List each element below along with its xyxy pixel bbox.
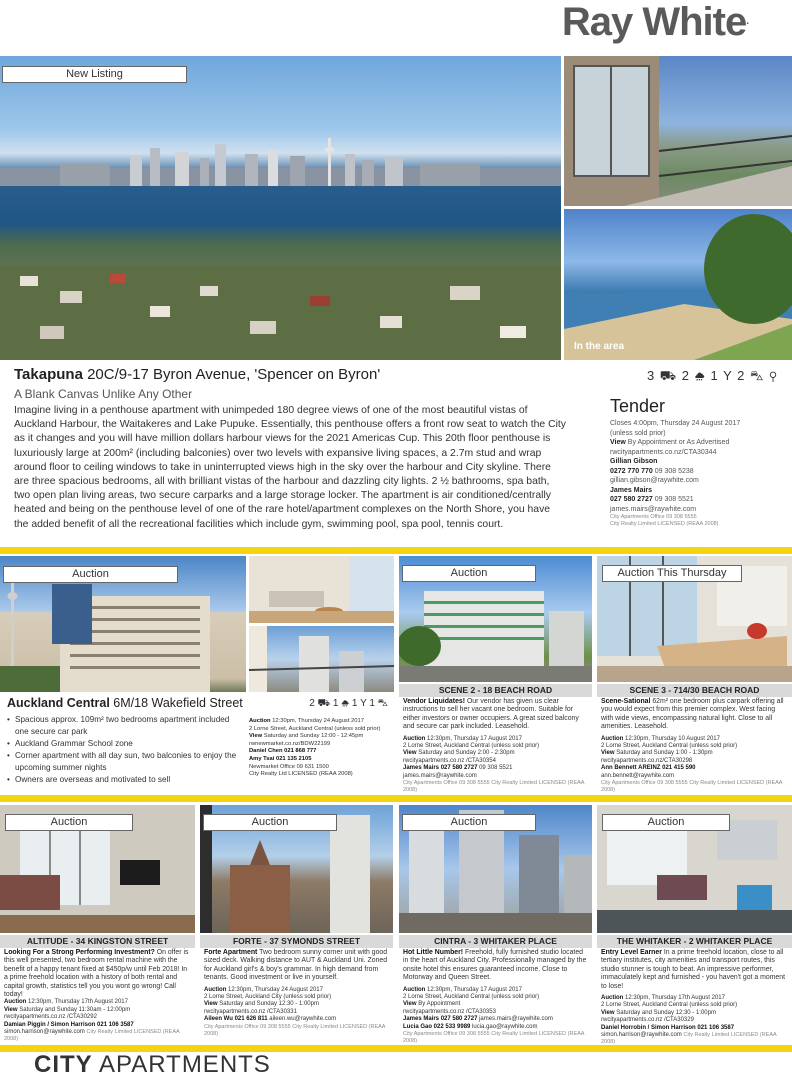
office-line: City Realty Limited LICENSED (REAA 2008) [4,1029,180,1043]
listing-url[interactable]: rwcityapartments.co.nz /CTA30354 [403,757,496,764]
new-listing-tag: New Listing [2,66,187,83]
agent-2-mobile: 027 580 2727 [610,496,653,503]
divider-yellow-2 [0,795,792,802]
scene-3-tag: Auction This Thursday [602,565,742,582]
auction-info [403,987,589,1045]
description [601,949,789,991]
brand-logo [562,0,748,44]
agent-email-and-office [4,1029,192,1044]
card-altitude [0,805,195,1045]
agent-email[interactable]: lucia.gao@raywhite.com [470,1023,538,1030]
auckland-central-photo-3 [249,626,394,692]
forte-details [204,949,390,1038]
agent-line [601,1025,789,1032]
agent-line [403,765,589,772]
agent-phone: 021 626 811 [232,1016,268,1023]
agent-2-email[interactable]: james.mairs@raywhite.com [610,505,697,513]
agent-phone: 021 415 590 [660,765,696,772]
scene-3-details [601,698,789,792]
bullet-item: • Spacious approx. 109m² two bedrooms apartment included one secure car park [7,714,245,738]
living-room-illustration [249,556,394,623]
description [4,949,192,999]
view-time: Saturday and Sunday 12:30 - 1:00pm [217,1001,319,1008]
auction-label: Auction [249,718,271,724]
agent-1-name [610,457,785,467]
agent-1-email[interactable]: gillian.gibson@raywhite.com [610,477,699,484]
agent-2-phones [610,495,785,505]
lead-text: Vendor Liquidates! [403,698,466,705]
scene-2-details [403,698,589,792]
auction-time: 12:30pm, Thursday 17th August 2017 [623,995,725,1002]
agent-1-phones [610,467,785,477]
listing-url[interactable]: rwcityapartments.co.nz /CTA30353 [403,1008,496,1015]
auction-place: 2 Lorne Street, Auckland Central (unless sold prior) [403,994,540,1001]
description [403,698,589,732]
agent-email[interactable]: james.mairs@raywhite.com [477,1016,553,1023]
balcony-city-illustration [249,626,394,692]
forte-tag: Auction [203,814,337,831]
agent-line [403,1016,589,1023]
the-whitaker-details [601,949,789,1045]
licensed-line: City Realty Limited LICENSED (REAA 2008) [610,521,719,527]
sale-method: Tender [610,396,666,416]
agent-email-and-office [601,1032,789,1045]
auction-line: Auction 12:30pm, Thursday 17 August 2017 [403,735,522,742]
view-line: View Saturday and Sunday 2:00 - 2:30pm [403,750,515,757]
agent-line [204,1016,390,1023]
agent-2-office-phone: 09 308 5521 [652,496,694,503]
agent-phone: 022 533 9989 [432,1023,471,1030]
view-label: View [249,733,263,740]
listing-subtitle: A Blank Canvas Unlike Any Other [14,387,193,401]
body-text: Freehold, fully furnished studio located in the heart of Auckland City. Professionally managed by the onsite hotel this ensures guaranteed income. Close to Motorway and Queen Street. [403,949,587,982]
view-time: Saturday and Sunday 12:00 - 12:45pm [262,733,364,740]
office-line: City Apartments Office 09 308 5555 City Realty Limited LICENSED (REAA 2008) [403,1031,585,1045]
agent-name: Daniel Horrobin / Simon Harrison [601,1024,696,1031]
brand-dot: . [746,16,748,27]
auction-time: 12:30pm, Thursday 10 August 2017 [623,735,720,742]
tender-closes: Closes 4:00pm, Thursday 24 August 2017 [610,420,741,427]
auckland-central-auction-tag: Auction [3,566,178,583]
altitude-caption: ALTITUDE - 34 KINGSTON STREET [0,935,195,948]
auction-line: Auction 12:30pm, Thursday 17 August 2017 [403,986,522,993]
listing-address: 20C/9-17 Byron Avenue, 'Spencer on Byron' [82,366,381,383]
scene-2-tag: Auction [402,565,536,582]
card-auckland-central [0,556,394,792]
agent-name: Ann Bennett AREINZ [601,765,661,772]
body-text: On offer is this well presented, two bedroom rental machine with the benefit of a happy tenant fixed at $450p/w until Feb 2018! In a prime freehold location with a history of both rental and capital growth, statistics tell you you wont go wrong! Call today! [4,949,189,999]
auction-info [4,999,192,1043]
office-line: City Apartments Office 09 308 5555 [610,514,697,520]
section-title-rest: APARTMENTS [92,1051,271,1078]
description [403,949,589,983]
listing-url[interactable]: rwcityapartments.co.nz/CTA30298 [601,757,693,764]
auction-line: Auction 12:30pm, Thursday 17th August 2017 [4,999,128,1006]
agent-2-name [610,486,785,496]
auction-time: 12:30pm, Thursday 24 August 2017 [270,718,364,724]
auction-time: 12:30pm, Thursday 17 August 2017 [425,986,522,993]
view-time: Saturday and Sunday 2:00 - 2:30pm [416,750,515,757]
agent-line [249,748,391,756]
card-the-whitaker [597,805,792,1045]
view-time: Saturday and Sunday 1:00 - 1:30pm [614,750,713,757]
agent-name: Lucia Gao [403,1023,433,1030]
the-whitaker-caption: THE WHITAKER - 2 WHITAKER PLACE [597,935,792,948]
agent-phone: 021 135 2105 [275,755,312,762]
divider-yellow-1 [0,547,792,554]
auckland-central-photo-2 [249,556,394,623]
view-label: View [610,439,626,446]
agent-1-name-text: Gillian Gibson [610,458,658,465]
cintra-caption: CINTRA - 3 WHITAKER PLACE [399,935,592,948]
agent-phone: 021 868 777 [284,748,317,755]
auckland-central-suburb: Auckland Central [7,696,110,710]
listing-description: Imagine living in a penthouse apartment with unimpeded 180 degree views of one of the most beautiful vistas of Auckland Harbour, the Waitakeres and Lake Pupuke. Essentially, this penthouse offers a front row seat to watch the City as it changes and you will have million dollars harbour views for the 2021 Americas Cup. This 20th floor penthouse is luxuriously large at 200m² (including balconies) over two levels with expansive living spaces, a 2.7m stud and wrap around floor to ceiling windows to take in uninterrupted views high in the sky over the harbour and City skyline. There are three spacious bedrooms, all with brilliant vistas of the harbour and dazzling city lights. 2 ½ bathrooms, spa bath, two open plan living areas, two secure carparks and a large storage locker. The apartment is air conditioned/centrally heated and being on the penthouse level of one of the rare hotel/apartment complexes on the North Shore, you have the added benefit of all the recreational facilities which include gym, swimming pool, spa pool, tennis court. [14,405,566,530]
auckland-central-details [249,718,391,779]
agent-1-office-phone: 09 308 5238 [652,467,694,475]
auction-time: 12:30pm, Thursday 17th August 2017 [26,999,128,1006]
office-line: City Apartments Office 09 308 5555 City Realty Limited LICENSED (REAA 2008) [204,1023,386,1037]
lead-text: Looking For a Strong Performing Investment? [4,949,155,956]
card-scene-3 [597,556,792,792]
altitude-details [4,949,192,1044]
agent-line [4,1022,192,1029]
listing-features: 3 ⛟ 2 ⛆ 1 Y 2 ⛍ ⚲ [646,368,778,383]
view-time: Saturday and Sunday 12:30 - 1:00pm [614,1009,716,1016]
cintra-tag: Auction [402,814,536,831]
view-line: View By Appointment [403,1001,461,1008]
agent-name: James Mairs [403,765,440,772]
agent-phone: 027 580 2727 [439,765,478,772]
listing-suburb: Takapuna [14,366,83,383]
hero-harbour-photo [0,56,561,360]
beach-illustration [564,209,792,360]
view-time: By Appointment [416,1001,461,1008]
altitude-tag: Auction [5,814,133,831]
lead-text: Hot Little Number! [403,949,464,956]
auction-info [403,736,589,792]
description [204,949,390,983]
agent-email[interactable]: ann.bennett@raywhite.com [601,772,675,779]
auction-line: Auction 12:30pm, Thursday 24 August 2017 [204,986,323,993]
city-skyline [0,138,561,186]
auckland-central-features: 2 ⛟ 1 ⛆ 1 Y 1 ⛍ [309,698,388,709]
in-the-area-label: In the area [574,341,625,352]
beach-photo [564,209,792,360]
licensed-line: City Realty Ltd LICENSED (REAA 2008) [249,771,353,778]
agent-phone: 021 106 3587 [95,1021,134,1028]
agent-line [403,1024,589,1031]
lead-text: Entry Level Earner [601,949,662,956]
card-cintra [399,805,592,1045]
auction-time: 12:30pm, Thursday 17 August 2017 [425,735,522,742]
body-text: Two bedroom sunny corner unit with good sized deck. Walking distance to AUT & Auckland Uni. Zoned for Auckland girl's & boy's grammar. In high demand from tenants. Good investment or live in yourself. [204,949,388,982]
agent-line [601,765,789,772]
listing-url[interactable]: rwnewmarket.co.nz/BDW22199 [249,740,331,747]
bullet-item: • Auckland Grammar School zone [7,738,245,750]
agent-line [249,756,391,764]
view-time: Saturday and Sunday 11:30am - 12:00pm [17,1006,131,1013]
tender-closes-note: (unless sold prior) [610,429,666,437]
the-whitaker-tag: Auction [602,814,730,831]
cintra-details [403,949,589,1045]
section-title-bold: CITY [34,1051,93,1078]
bullet-item: • Corner apartment with all day sun, two balconies to enjoy the upcoming summer nights [7,750,245,774]
view-text: By Appointment or As Advertised [625,439,730,446]
agent-name: Daniel Chen [249,748,283,755]
auction-line [249,718,391,726]
auction-line: Auction 12:30pm, Thursday 10 August 2017 [601,735,720,742]
section-title [34,1051,271,1079]
view-line [249,733,391,741]
forte-caption: FORTE - 37 SYMONDS STREET [200,935,393,948]
listing-url[interactable]: rwcityapartments.co.nz /CTA30329 [601,1017,694,1024]
auckland-central-title [7,696,243,710]
scene-2-caption: SCENE 2 - 18 BEACH ROAD [399,684,592,697]
auction-place: 2 Lorne Street, Auckland Central (unless sold prior) [403,743,540,750]
listing-title [14,366,380,383]
view-line: View Saturday and Sunday 1:00 - 1:30pm [601,750,713,757]
auction-place: 2 Lorne Street, Auckland Central (unless sold prior) [601,1002,738,1009]
office-line: Newmarket Office 09 631 1500 [249,763,329,770]
suburb-houses [0,266,561,360]
tender-details [610,396,785,528]
lead-text: Scene-Sational [601,698,651,705]
listing-url[interactable]: rwcityapartments.co.nz /CTA30292 [4,1014,97,1021]
agent-2-name-text: James Mairs [610,486,653,494]
auction-info [204,987,390,1038]
body-text: 62m² one bedroom plus carpark offering all you would expect from this premier complex. West facing with wide views, encompassing natural light. Close to all amenities. Leasehold. [601,698,784,731]
agent-name: Damian Piggin / Simon Harrison [4,1021,96,1028]
body-text: Our vendor has given us clear instructions to sell her vacant one bedroom. Suitable for either investors or owner occupiers. A great sized balcony and secure car park included. Leasehold. [403,698,579,731]
auction-line: Auction 12:30pm, Thursday 17th August 2017 [601,995,725,1002]
auction-place: 2 Lorne Street, Auckland Central (unless sold prior) [249,725,381,732]
view-line: View Saturday and Sunday 12:30 - 1:00pm [204,1001,319,1008]
auction-place: 2 Lorne Street, Auckland Central (unless sold prior) [601,743,738,750]
hero-photos [0,56,792,362]
agent-email[interactable]: simon.harrison@raywhite.com [4,1029,85,1036]
agent-phone: 021 106 3587 [695,1024,735,1031]
office-line: City Realty Limited LICENSED (REAA 2008) [601,1032,777,1045]
view-line: View Saturday and Sunday 12:30 - 1:00pm [601,1009,716,1016]
auckland-central-bullets [7,714,245,786]
viewing-info [610,438,785,448]
scene-3-caption: SCENE 3 - 714/30 BEACH ROAD [597,684,792,697]
office-line: City Apartments Office 09 308 5555 City Realty Limited LICENSED (REAA 2008) [403,780,585,792]
balcony-illustration [564,56,792,206]
listing-url[interactable]: rwcityapartments.co.nz /CTA30331 [204,1008,297,1015]
body-text: In a prime freehold location, close to all tertiary institutes, city amenities and transport routes, this studio stunner is tough to beat. An impressive performer, immaculately kept and furnished - you haven't got a moment to lose! [601,949,786,990]
agent-email[interactable]: james.mairs@raywhite.com [403,772,477,779]
main-listing [0,362,792,546]
agent-extra: 09 308 5521 [477,765,513,772]
view-line: View Saturday and Sunday 11:30am - 12:00pm [4,1006,131,1013]
agent-name: Amy Tsai [249,755,275,762]
auction-info [601,995,789,1045]
listing-url[interactable]: rwcityapartments.co.nz/CTA30344 [610,448,717,456]
agent-name: Aileen Wu [204,1016,233,1023]
auction-place: 2 Lorne Street, Auckland City (unless sold prior) [204,994,332,1001]
agent-name: James Mairs [403,1016,440,1023]
office-line: City Apartments Office 09 308 5555 City Realty Limited LICENSED (REAA 2008) [601,780,783,792]
card-scene-2 [399,556,592,792]
lead-text: Forte Apartment [204,949,258,956]
agent-phone: 027 580 2727 [439,1016,478,1023]
auction-info [601,736,789,792]
agent-email[interactable]: simon.harrison@raywhite.com [601,1032,682,1039]
card-forte [200,805,393,1045]
bullet-item: • Owners are overseas and motivated to sell [7,774,245,786]
brand-name: Ray White [561,0,747,44]
auction-time: 12:30pm, Thursday 24 August 2017 [226,986,323,993]
agent-1-mobile: 0272 770 770 [610,467,653,475]
description [601,698,789,732]
agent-email[interactable]: aileen.wu@raywhite.com [267,1016,337,1023]
auckland-central-address: 6M/18 Wakefield Street [109,696,243,710]
balcony-view-photo [564,56,792,206]
